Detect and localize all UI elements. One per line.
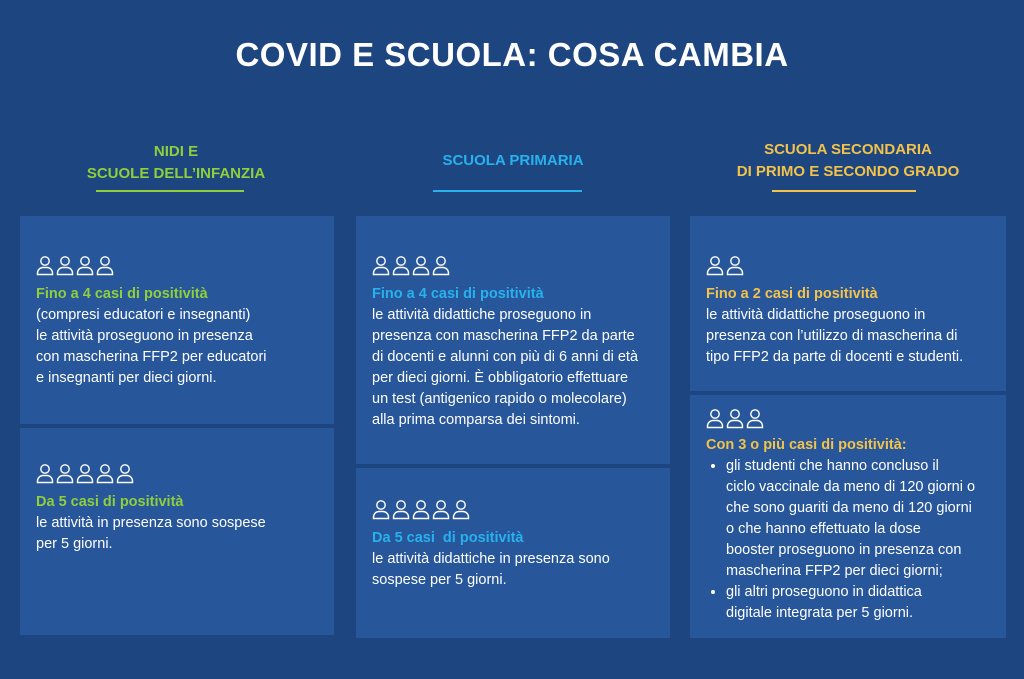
body-line: le attività didattiche proseguono in <box>706 307 926 323</box>
person-icon <box>96 254 114 276</box>
heading-line: NIDI E <box>153 143 199 160</box>
person-icon <box>706 407 724 429</box>
bullet-line: o che hanno effettuato la dose <box>726 521 921 537</box>
card-body <box>372 549 654 591</box>
card-bullets <box>706 456 990 624</box>
bullet-line: booster proseguono in presenza con <box>726 542 962 558</box>
person-icons <box>36 252 318 276</box>
body-line: le attività in presenza sono sospese <box>36 515 266 531</box>
person-icons <box>372 496 654 520</box>
card-nidi-from-5 <box>20 428 334 635</box>
column-heading-secondaria <box>690 139 1006 183</box>
column-heading-nidi <box>20 141 332 185</box>
body-line: un test (antigenico rapido o molecolare) <box>372 391 627 407</box>
person-icon <box>76 254 94 276</box>
body-line: le attività didattiche in presenza sono <box>372 551 610 567</box>
person-icon <box>56 254 74 276</box>
card-primaria-from-5 <box>356 468 670 638</box>
heading-line: SCUOLE DELL’INFANZIA <box>86 165 266 182</box>
body-line: per 5 giorni. <box>36 536 113 552</box>
card-secondaria-up-to-2 <box>690 216 1006 391</box>
body-line: tipo FFP2 da parte di docenti e studenti. <box>706 349 964 365</box>
column-heading-primaria <box>356 150 670 172</box>
person-icons <box>706 252 990 276</box>
person-icon <box>726 407 744 429</box>
person-icon <box>746 407 764 429</box>
person-icon <box>706 254 724 276</box>
body-line: le attività didattiche proseguono in <box>372 307 592 323</box>
person-icon <box>432 498 450 520</box>
heading-line: SCUOLA PRIMARIA <box>442 152 584 169</box>
person-icon <box>76 462 94 484</box>
heading-underline <box>96 190 244 192</box>
person-icon <box>36 254 54 276</box>
card-lead: Fino a 2 casi di positività <box>706 286 878 302</box>
card-lead: Fino a 4 casi di positività <box>372 286 544 302</box>
card-body <box>36 305 318 389</box>
page-title: COVID E SCUOLA: COSA CAMBIA <box>235 36 789 73</box>
body-line: e insegnanti per dieci giorni. <box>36 370 217 386</box>
person-icon <box>412 254 430 276</box>
person-icon <box>56 462 74 484</box>
bullet-line: mascherina FFP2 per dieci giorni; <box>726 563 943 579</box>
person-icons <box>372 252 654 276</box>
person-icon <box>432 254 450 276</box>
body-line: di docenti e alunni con più di 6 anni di età <box>372 349 639 365</box>
body-line: per dieci giorni. È obbligatorio effettuare <box>372 370 629 386</box>
body-line: (compresi educatori e insegnanti) <box>36 307 251 323</box>
bullet-line: digitale integrata per 5 giorni. <box>726 605 914 621</box>
person-icon <box>392 498 410 520</box>
heading-line: SCUOLA SECONDARIA <box>764 141 932 158</box>
person-icon <box>116 462 134 484</box>
bullet-item <box>726 456 990 582</box>
card-nidi-up-to-4 <box>20 216 334 424</box>
body-line: con mascherina FFP2 per educatori <box>36 349 267 365</box>
body-line: alla prima comparsa dei sintomi. <box>372 412 580 428</box>
heading-line: DI PRIMO E SECONDO GRADO <box>736 163 960 180</box>
body-line: sospese per 5 giorni. <box>372 572 507 588</box>
card-lead: Fino a 4 casi di positività <box>36 286 208 302</box>
bullet-item <box>726 582 990 624</box>
person-icon <box>392 254 410 276</box>
body-line: presenza con l’utilizzo di mascherina di <box>706 328 958 344</box>
card-primaria-up-to-4 <box>356 216 670 464</box>
person-icon <box>372 254 390 276</box>
heading-underline <box>772 190 916 192</box>
person-icon <box>96 462 114 484</box>
person-icons <box>36 460 318 484</box>
bullet-line: • gli altri proseguono in didattica <box>726 584 922 600</box>
card-body <box>706 305 990 368</box>
person-icon <box>36 462 54 484</box>
person-icon <box>726 254 744 276</box>
body-line: le attività proseguono in presenza <box>36 328 253 344</box>
person-icon <box>372 498 390 520</box>
person-icon <box>412 498 430 520</box>
card-body <box>36 513 318 555</box>
heading-underline <box>433 190 582 192</box>
body-line: presenza con mascherina FFP2 da parte <box>372 328 635 344</box>
bullet-line: che sono guariti da meno di 120 giorni <box>726 500 972 516</box>
card-lead: Con 3 o più casi di positività: <box>706 437 907 453</box>
bullet-line: • gli studenti che hanno concluso il <box>726 458 939 474</box>
person-icons <box>706 405 990 429</box>
bullet-line: ciclo vaccinale da meno di 120 giorni o <box>726 479 976 495</box>
card-lead: Da 5 casi di positività <box>36 494 184 510</box>
card-secondaria-3-or-more <box>690 395 1006 638</box>
card-lead: Da 5 casi di positività <box>372 530 524 546</box>
card-body <box>372 305 654 431</box>
person-icon <box>452 498 470 520</box>
